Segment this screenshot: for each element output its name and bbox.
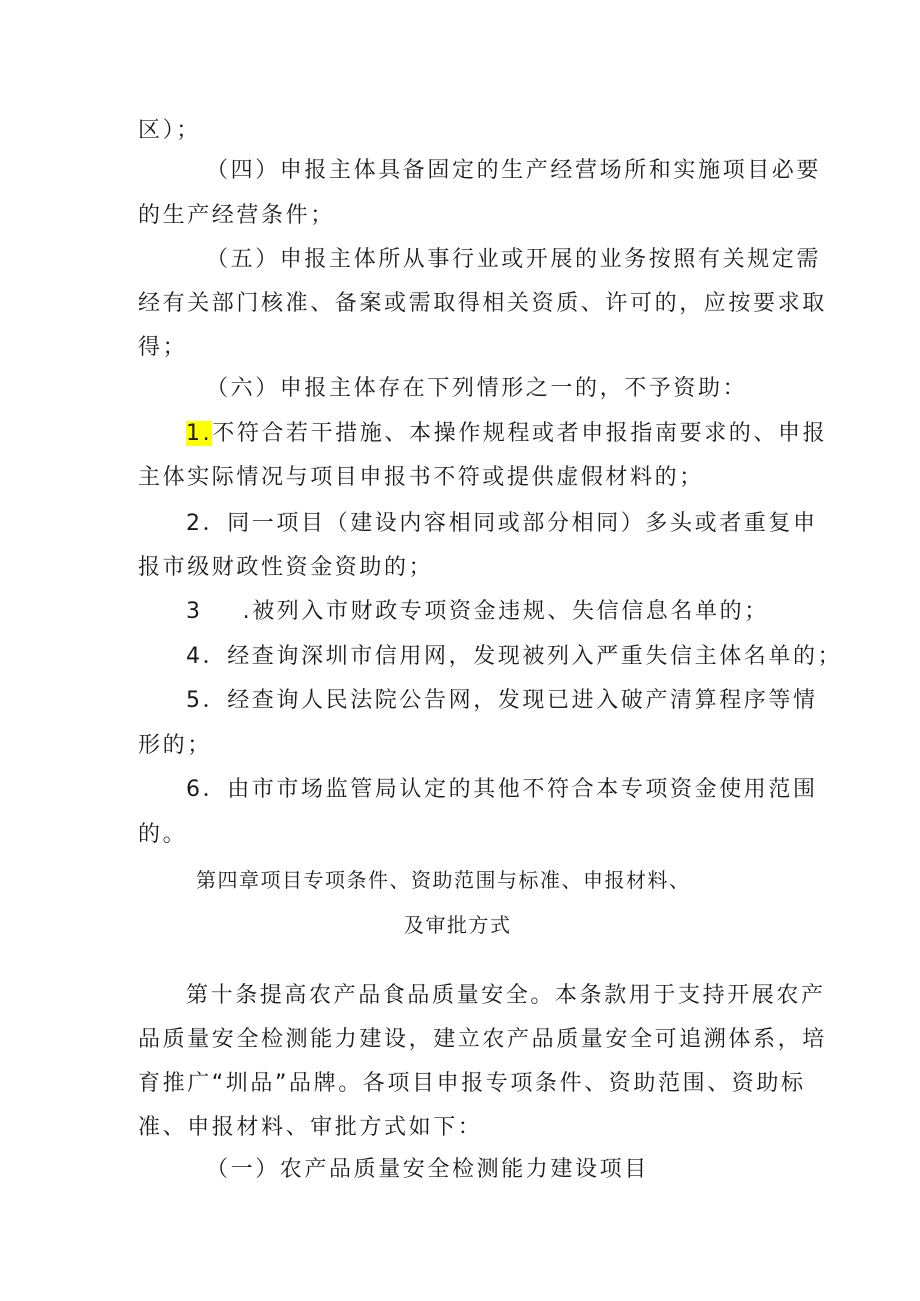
subsection-heading: （一）农产品质量安全检测能力建设项目 [206,1157,649,1182]
paragraph-line: 的生产经营条件； [138,203,335,228]
item-five-line: 5．经查询人民法院公告网，发现已进入破产清算程序等情 [186,688,818,713]
item-three-text: .被列入市财政专项资金违规、失信信息名单的； [242,599,769,624]
paragraph-line: 得； [138,335,188,360]
item-three-number: 3 [186,599,203,624]
clause-six-line: （六）申报主体存在下列情形之一的，不予资助： [206,376,748,401]
item-one-text: 不符合若干措施、本操作规程或者申报指南要求的、申报 [212,421,828,446]
paragraph-line: 品质量安全检测能力建设，建立农产品质量安全可追溯体系，培 [138,1027,827,1052]
paragraph-line: 育推广“圳品”品牌。各项目申报专项条件、资助范围、资助标 [138,1071,806,1096]
article-ten-line: 第十条提高农产品食品质量安全。本条款用于支持开展农产 [186,983,826,1008]
chapter-heading-line1: 第四章项目专项条件、资助范围与标准、申报材料、 [196,868,691,892]
item-three-line [186,597,769,627]
paragraph-line: 经有关部门核准、备案或需取得相关资质、许可的，应按要求取 [138,291,827,316]
item-two-line: 2．同一项目（建设内容相同或部分相同）多头或者重复申 [186,511,818,536]
paragraph-line: 区）； [138,118,201,143]
paragraph-line: 准、申报材料、审批方式如下： [138,1115,483,1140]
chapter-heading-line2: 及审批方式 [404,913,512,937]
item-four-line: 4．经查询深圳市信用网，发现被列入严重失信主体名单的； [186,644,843,669]
paragraph-line: 主体实际情况与项目申报书不符或提供虚假材料的； [138,465,704,490]
item-six-line: 6．由市市场监管局认定的其他不符合本专项资金使用范围 [186,777,818,802]
item-one-line [186,419,827,449]
paragraph-line: 的。 [138,822,188,847]
paragraph-line: 报市级财政性资金资助的； [138,555,434,580]
clause-four-line: （四）申报主体具备固定的生产经营场所和实施项目必要 [206,158,822,183]
highlighted-number: 1. [186,421,213,446]
paragraph-line: 形的； [138,733,212,758]
clause-five-line: （五）申报主体所从事行业或开展的业务按照有关规定需 [206,247,822,272]
